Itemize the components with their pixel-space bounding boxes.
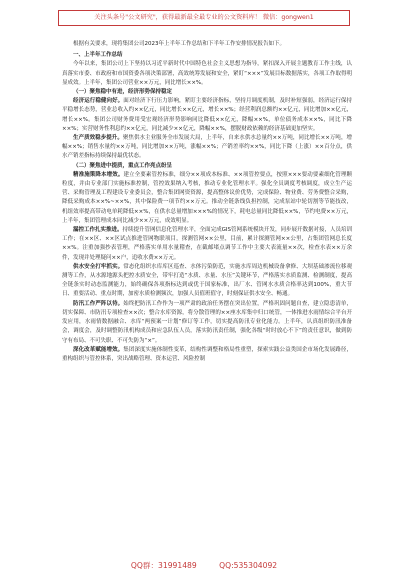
leak-control-lead: 漏控工作扎实推进。 xyxy=(73,227,123,234)
production-text: 聚焦供水主业服务全市发展大局，上半年，自来水供水总量约××万吨，同比增长××万吨，增幅××%；销售水量约××万吨，同比增加××万吨，涨幅××%；产销差率约××%，同比下降（上涨）××百分点，供水产销差指标持续保持最优状态。 xyxy=(62,135,352,160)
cost-lead: 精准施策降本增效。 xyxy=(73,171,124,178)
water-safety-text: 常态化组织水库库区巡查、水体污染防范，实施水库周边机械设备拿修、大坝基础渗流位移观测等工作，从水源地源头把控水质安全，带牢打造“水质、水量、水压”关键环节，严格落实水质监测、检测制度，提高全链条实时动态监测能力，始终确保各项指标达到或优于国家标准，出厂水、管网水水质合格率达到100%，重大节日、重要活动、重点时期，加密水质检测频次，加强人员值班值守，时刻保证供水安全、畅通。 xyxy=(62,263,352,298)
cost-paragraph xyxy=(62,171,352,226)
leak-control-text: 持续提升管网信息化管理水平，全面完成GIS管网系统模块开发，同步展开数据对接，人员培训工作；在××区、××区试点推进管网物联项目，探测管网××公里，目前，累计探测管网××公里，占集团管网总长度××%。注重加强抄表管理，严格落实单用水量稽查，在截邮堵点调节工作中主要大表流量××次，检查水表××万余件，发现并处理疑问××户，追收水费××万元。 xyxy=(62,227,352,261)
reform-paragraph xyxy=(62,346,352,364)
subsection-2-title: （二）聚焦进中提质，重点工作亮点纷呈 xyxy=(73,162,173,169)
flood-control-lead: 防汛工作严阵以待。 xyxy=(73,300,124,307)
reform-text: 集团深度实施体制性变革，结构性调整和格局性重塑，探索实践公益类国企市场化发展路径，重构组织与管控体系，突出战略管理、资本运营、风险控制 xyxy=(62,346,352,362)
section-1-title: 一、上半年工作总结 xyxy=(73,52,123,59)
production-lead: 生产质效稳步提升。 xyxy=(73,135,123,142)
reform-lead: 深化改革赋能增效。 xyxy=(73,346,124,353)
cost-text: 建立全要素管控标准，细分××项成本标准、××项管控要点，按照×××要动要素细化管理颗粒度，并由专业部门实施标准控制，管控效果纳入考核，推动专业化管理水平。强化全员调度考核调度，成立生产运营、采购管理及工程建设专业委员会，整合集团网资资源，提高整体议价优势，完成保险、物业费、劳务费整合采购，降低采购成本××%~××%，其中保险费一项节约××万元。推动全链条线负担控制，完成泵站中轮切割等节能技改，机组效率提高带动电单耗降低××%，在供水总量增加×××%的情况下，耗电总量同比降低××%，节约电费××万元，上半年，集团管理成本同比减少××万元，成效明显。 xyxy=(62,171,352,224)
subsection-1-title: （一）聚焦稳中有进，经济形势保持稳定 xyxy=(73,89,173,96)
contact-footer xyxy=(0,560,408,571)
water-safety-lead: 供水安全打牢抓实。 xyxy=(73,263,124,270)
flood-control-text: 始终把防汛工作作为一项严肃的政治任务摆在突出位置，严格巩固问题自查，建立隐患清单，切实保障、市防汛专项检查××次；整合水库资源，将分散管理的××座水库集中归口统管，一体推进水雨情综合平台开发应用，水雨情数据融合、水库“两预案一计划”修订等工作，切实提高防汛专业化能力。上半年，认真组织防汛准备会，调度会，及时调整防汛机构成员和应急队伍人员，落实防汛责任制，强化各级“时时放心不下”的责任意识，做到防守有布局、不可失职、不可失防为“×”。 xyxy=(62,300,352,344)
document-body xyxy=(62,40,352,364)
qq-group: QQ群：31991489 xyxy=(130,561,197,570)
production-paragraph xyxy=(62,134,352,162)
leak-control-paragraph xyxy=(62,226,352,263)
promo-banner: 关注头条号"公文研究"，获得最新最全最专业的公文资料库！ 微信：gongwen1 xyxy=(58,10,350,26)
section-1-paragraph: 今年以来，集团公司上下坚持以习近平新时代中国特色社会主义思想为指导，紧扣深入开展主题教育工作主线，认真落实市委、市政府和市国资委各项决策部署，高效统筹发展和安全，紧盯“×××”发展目标数据落实，各项工作取得明显成效。上半年，集团公司营业××万元，同比增长××%。 xyxy=(62,61,352,86)
economy-lead: 经济运行稳健向好。 xyxy=(73,98,124,105)
flood-control-paragraph xyxy=(62,300,352,346)
economy-text: 面对经济下行压力影响，紧盯主要经济指标，坚持月调度机制，及时补短强弱，经济运行保持平稳增长态势，营业总收入约××亿元，同比增长××亿元，增长××%；经营利润总额约××亿元，同比增加××亿元，增长××%。集团公司财务费用受宏观经济形势影响同比降低××亿元，降幅××%，单位债务成本××%，同比下降××%；实营财务性利息约××亿元，同比减少××亿元，降幅××%，摆脱财政依赖的经济基础更加坚实。 xyxy=(62,98,352,132)
qq-number: QQ:535304092 xyxy=(219,561,278,570)
intro-paragraph: 根据有关要求，现将集团公司2023年上半年工作总结和下半年工作安排情况报告如下。 xyxy=(73,41,285,47)
economy-paragraph xyxy=(62,97,352,134)
water-safety-paragraph xyxy=(62,263,352,300)
